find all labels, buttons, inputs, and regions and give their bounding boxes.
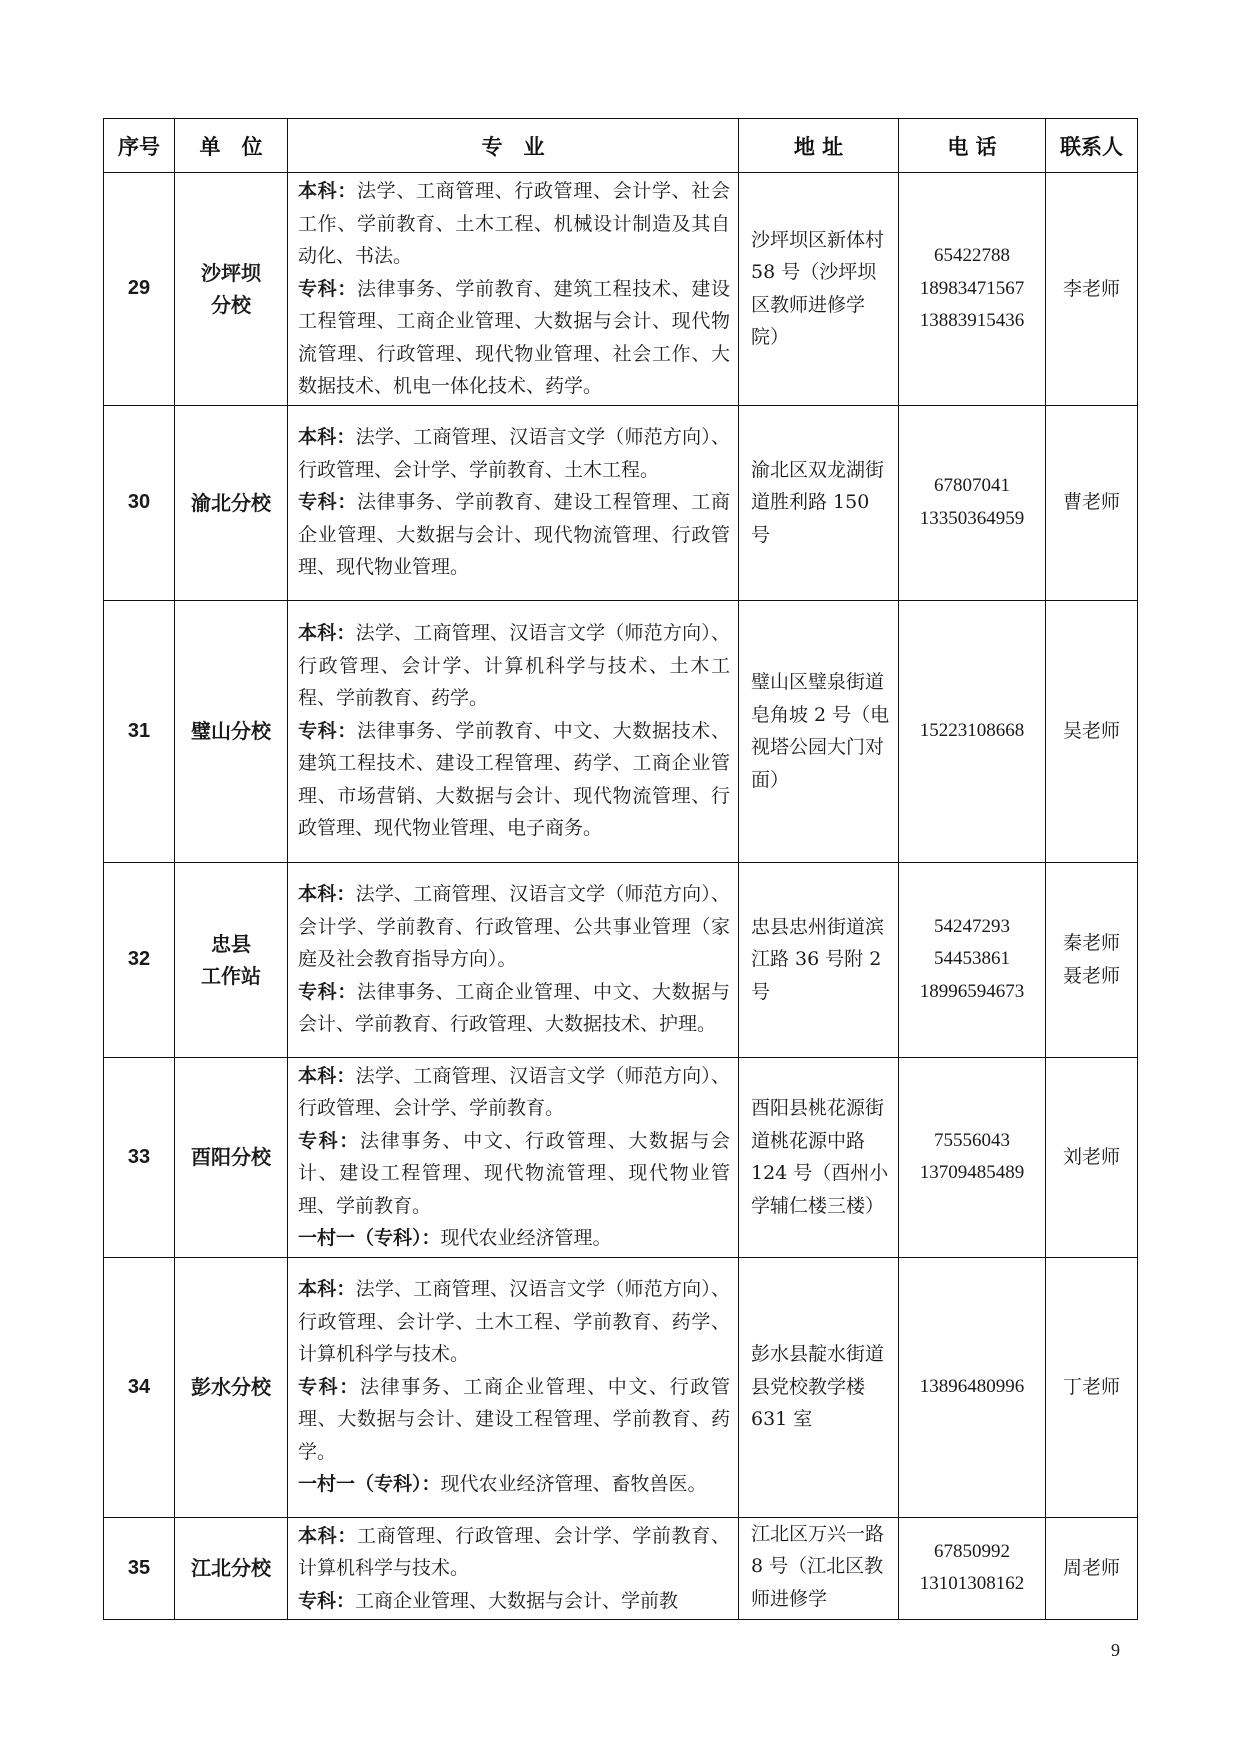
contact-person: 秦老师 (1062, 932, 1120, 954)
phone-number: 67850992 (934, 1540, 1010, 1562)
address-cell: 彭水县靛水街道县党校教学楼 631 室 (739, 1257, 899, 1517)
major-list-text: 法学、工商管理、汉语言文学（师范方向）、行政管理、会计学、计算机科学与技术、土木工程、学前教育、药学。 (298, 622, 730, 710)
contact-cell (1046, 1517, 1138, 1620)
unit-name-line: 沙坪坝 (201, 260, 261, 285)
table-row (104, 405, 1138, 600)
branch-school-table (103, 118, 1138, 1620)
majors-cell (288, 862, 739, 1057)
major-list-text: 法学、工商管理、汉语言文学（师范方向）、行政管理、会计学、学前教育、土木工程。 (298, 426, 730, 481)
unit-name-line: 分校 (211, 292, 251, 317)
major-level-label: 专科： (298, 491, 357, 514)
major-paragraph (298, 1222, 730, 1255)
phone-number: 67807041 (934, 475, 1010, 496)
major-level-label: 本科： (298, 622, 356, 645)
row-number: 31 (104, 600, 175, 862)
majors-cell (288, 173, 739, 406)
major-paragraph (298, 976, 730, 1041)
phone-number: 54453861 (934, 948, 1010, 970)
major-level-label: 本科： (298, 426, 356, 449)
unit-name-line: 工作站 (201, 963, 261, 988)
contact-cell (1046, 405, 1138, 600)
major-level-label: 专科： (298, 1589, 356, 1612)
table-row (104, 1517, 1138, 1620)
contact-cell (1046, 1257, 1138, 1517)
page-number: 9 (1111, 1640, 1120, 1660)
unit-name-line: 酉阳分校 (191, 1145, 271, 1169)
major-list-text: 现代农业经济管理、畜牧兽医。 (440, 1473, 707, 1496)
unit-name (175, 1517, 288, 1620)
contact-cell (1046, 1057, 1138, 1257)
major-level-label: 专科： (298, 1375, 360, 1398)
address-cell: 酉阳县桃花源街道桃花源中路 124 号（酉州小学辅仁楼三楼） (739, 1057, 899, 1257)
major-list-text: 法律事务、学前教育、建设工程管理、工商企业管理、大数据与会计、现代物流管理、行政管理、现代物业管理。 (298, 491, 730, 579)
major-level-label: 专科： (298, 719, 357, 742)
phone-number: 75556043 (934, 1129, 1010, 1151)
phone-cell (899, 173, 1046, 406)
major-list-text: 现代农业经济管理。 (440, 1227, 612, 1249)
phone-number: 13101308162 (919, 1573, 1025, 1595)
major-paragraph (298, 421, 730, 486)
phone-cell (899, 1057, 1046, 1257)
row-number: 29 (104, 173, 175, 406)
phone-cell (899, 600, 1046, 862)
header-no: 序号 (104, 119, 175, 173)
major-paragraph (298, 1520, 730, 1585)
unit-name-line: 忠县 (211, 931, 251, 956)
row-number: 32 (104, 862, 175, 1057)
major-paragraph (298, 486, 730, 584)
phone-number: 65422788 (934, 245, 1010, 266)
unit-name (175, 862, 288, 1057)
contact-person: 聂老师 (1062, 964, 1120, 987)
majors-cell (288, 1057, 739, 1257)
major-paragraph (298, 878, 730, 976)
table-row (104, 600, 1138, 862)
majors-cell (288, 405, 739, 600)
contact-cell (1046, 600, 1138, 862)
phone-number: 18983471567 (919, 277, 1025, 299)
contact-person: 曹老师 (1062, 491, 1120, 514)
major-level-label: 专科： (298, 980, 357, 1003)
major-paragraph (298, 273, 730, 403)
major-list-text: 法学、工商管理、汉语言文学（师范方向）、行政管理、会计学、土木工程、学前教育、药学、计算机科学与技术。 (298, 1278, 730, 1366)
major-level-label: 本科： (298, 1278, 356, 1301)
major-paragraph (298, 617, 730, 715)
table-row (104, 1257, 1138, 1517)
unit-name-line: 彭水分校 (191, 1375, 271, 1399)
phone-cell (899, 862, 1046, 1057)
address-cell: 璧山区璧泉街道皂角坡 2 号（电视塔公园大门对面） (739, 600, 899, 862)
major-paragraph (298, 175, 730, 273)
major-level-label: 一村一（专科）： (298, 1473, 441, 1496)
major-level-label: 专科： (298, 277, 357, 300)
header-contact: 联系人 (1046, 119, 1138, 173)
major-list-text: 法律事务、学前教育、中文、大数据技术、建筑工程技术、建设工程管理、药学、工商企业管理、市场营销、大数据与会计、现代物流管理、行政管理、现代物业管理、电子商务。 (298, 719, 730, 840)
address-cell: 江北区万兴一路 8 号（江北区教师进修学 (739, 1517, 899, 1620)
table-row (104, 1057, 1138, 1257)
major-paragraph (298, 1125, 730, 1223)
phone-number: 18996594673 (919, 980, 1025, 1002)
major-list-text: 法学、工商管理、汉语言文学（师范方向）、行政管理、会计学、学前教育。 (298, 1064, 730, 1119)
major-level-label: 本科： (298, 883, 356, 906)
header-major: 专 业 (288, 119, 739, 173)
contact-cell (1046, 862, 1138, 1057)
phone-number: 13896480996 (919, 1375, 1025, 1397)
major-list-text: 法学、工商管理、行政管理、会计学、社会工作、学前教育、土木工程、机械设计制造及其自动化、书法。 (298, 180, 730, 267)
major-list-text: 法学、工商管理、汉语言文学（师范方向）、会计学、学前教育、行政管理、公共事业管理（家庭及社会教育指导方向）。 (298, 883, 730, 971)
contact-person: 周老师 (1062, 1557, 1120, 1579)
address-cell: 沙坪坝区新体村 58 号（沙坪坝区教师进修学院） (739, 173, 899, 406)
unit-name (175, 173, 288, 406)
contact-person: 刘老师 (1062, 1145, 1120, 1168)
major-list-text: 法律事务、工商企业管理、中文、行政管理、大数据与会计、建设工程管理、学前教育、药学。 (298, 1375, 730, 1463)
unit-name (175, 1257, 288, 1517)
major-paragraph (298, 1585, 730, 1618)
header-unit: 单 位 (175, 119, 288, 173)
header-phone: 电 话 (899, 119, 1046, 173)
majors-cell (288, 1257, 739, 1517)
major-list-text: 法律事务、学前教育、建筑工程技术、建设工程管理、工商企业管理、大数据与会计、现代物流管理、行政管理、现代物业管理、社会工作、大数据技术、机电一体化技术、药学。 (298, 277, 730, 397)
table-header-row (104, 119, 1138, 173)
major-level-label: 本科： (298, 1524, 357, 1547)
major-paragraph (298, 1371, 730, 1469)
phone-number: 54247293 (934, 915, 1010, 937)
majors-cell (288, 600, 739, 862)
contact-person: 吴老师 (1062, 719, 1120, 742)
major-level-label: 本科： (298, 1064, 356, 1087)
major-list-text: 法律事务、工商企业管理、中文、大数据与会计、学前教育、行政管理、大数据技术、护理。 (298, 980, 730, 1036)
header-address: 地 址 (739, 119, 899, 173)
contact-person: 丁老师 (1062, 1375, 1120, 1398)
contact-person: 李老师 (1062, 277, 1120, 300)
phone-number: 13709485489 (919, 1162, 1025, 1183)
table-row (104, 862, 1138, 1057)
major-paragraph (298, 1273, 730, 1371)
phone-cell (899, 1257, 1046, 1517)
unit-name-line: 璧山分校 (191, 719, 271, 743)
unit-name-line: 江北分校 (191, 1556, 271, 1581)
unit-name (175, 1057, 288, 1257)
phone-number: 15223108668 (919, 719, 1025, 741)
row-number: 30 (104, 405, 175, 600)
major-level-label: 一村一（专科）： (298, 1227, 441, 1249)
major-list-text: 工商管理、行政管理、会计学、学前教育、计算机科学与技术。 (298, 1524, 730, 1579)
phone-number: 13883915436 (919, 310, 1025, 331)
phone-cell (899, 1517, 1046, 1620)
address-cell: 忠县忠州街道滨江路 36 号附 2 号 (739, 862, 899, 1057)
unit-name (175, 600, 288, 862)
major-list-text: 法律事务、中文、行政管理、大数据与会计、建设工程管理、现代物流管理、现代物业管理、学前教育。 (298, 1129, 730, 1217)
major-level-label: 专科： (298, 1129, 360, 1152)
major-paragraph (298, 1468, 730, 1501)
major-level-label: 本科： (298, 180, 357, 202)
unit-name (175, 405, 288, 600)
unit-name-line: 渝北分校 (191, 490, 271, 515)
row-number: 33 (104, 1057, 175, 1257)
table-row (104, 173, 1138, 406)
row-number: 35 (104, 1517, 175, 1620)
major-paragraph (298, 715, 730, 845)
address-cell: 渝北区双龙湖街道胜利路 150 号 (739, 405, 899, 600)
phone-cell (899, 405, 1046, 600)
contact-cell (1046, 173, 1138, 406)
major-list-text: 工商企业管理、大数据与会计、学前教 (355, 1589, 679, 1612)
phone-number: 13350364959 (919, 507, 1025, 529)
row-number: 34 (104, 1257, 175, 1517)
major-paragraph (298, 1060, 730, 1125)
majors-cell (288, 1517, 739, 1620)
